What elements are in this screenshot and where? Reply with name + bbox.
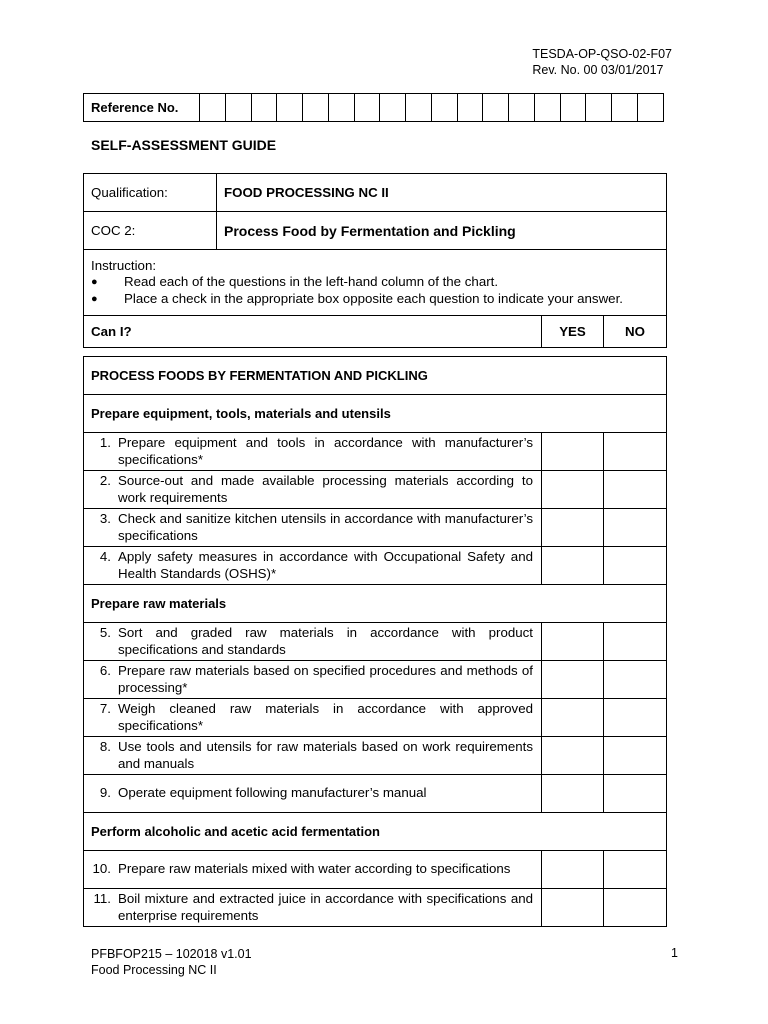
section-title: Prepare raw materials bbox=[84, 585, 667, 623]
table-row bbox=[84, 775, 667, 813]
question-number: 11. bbox=[93, 891, 111, 906]
table-row bbox=[84, 509, 667, 547]
no-header: NO bbox=[604, 316, 667, 348]
yes-checkbox[interactable] bbox=[542, 737, 604, 775]
yes-checkbox[interactable] bbox=[542, 509, 604, 547]
no-checkbox[interactable] bbox=[604, 889, 667, 927]
no-checkbox[interactable] bbox=[604, 851, 667, 889]
no-checkbox[interactable] bbox=[604, 775, 667, 813]
yes-checkbox[interactable] bbox=[542, 661, 604, 699]
no-checkbox[interactable] bbox=[604, 471, 667, 509]
instruction-item bbox=[91, 274, 666, 291]
question-number: 4. bbox=[99, 549, 111, 564]
section-title: Perform alcoholic and acetic acid fermentation bbox=[84, 813, 667, 851]
yes-header: YES bbox=[542, 316, 604, 348]
reference-box[interactable] bbox=[509, 94, 535, 122]
question-text: Sort and graded raw materials in accordance with product specifications and standards bbox=[118, 625, 533, 657]
footer-qualification: Food Processing NC II bbox=[91, 963, 217, 977]
question-number: 6. bbox=[99, 663, 111, 678]
table-row bbox=[84, 851, 667, 889]
table-row bbox=[84, 433, 667, 471]
reference-number-table bbox=[83, 93, 664, 122]
yes-checkbox[interactable] bbox=[542, 623, 604, 661]
question-number: 2. bbox=[99, 473, 111, 488]
reference-box[interactable] bbox=[612, 94, 638, 122]
reference-box[interactable] bbox=[638, 94, 664, 122]
reference-box[interactable] bbox=[534, 94, 560, 122]
question-text: Weigh cleaned raw materials in accordance with approved specifications* bbox=[118, 701, 533, 733]
no-checkbox[interactable] bbox=[604, 547, 667, 585]
question-number: 8. bbox=[99, 739, 111, 754]
question-text: Boil mixture and extracted juice in accordance with specifications and enterprise requirements bbox=[118, 891, 533, 923]
question-text: Prepare raw materials based on specified procedures and methods of processing* bbox=[118, 663, 533, 695]
footer-code: PFBFOP215 – 102018 v1.01 bbox=[91, 947, 252, 961]
no-checkbox[interactable] bbox=[604, 509, 667, 547]
question-number: 3. bbox=[99, 511, 111, 526]
reference-box[interactable] bbox=[406, 94, 432, 122]
no-checkbox[interactable] bbox=[604, 699, 667, 737]
page-number: 1 bbox=[671, 946, 678, 960]
reference-box[interactable] bbox=[457, 94, 483, 122]
bullet-icon: ● bbox=[91, 276, 98, 289]
qualification-table bbox=[83, 173, 667, 348]
reference-box[interactable] bbox=[251, 94, 277, 122]
reference-box[interactable] bbox=[303, 94, 329, 122]
question-number: 7. bbox=[99, 701, 111, 716]
reference-box[interactable] bbox=[354, 94, 380, 122]
coc-label: COC 2: bbox=[84, 212, 217, 250]
document-header bbox=[532, 46, 672, 78]
yes-checkbox[interactable] bbox=[542, 471, 604, 509]
yes-checkbox[interactable] bbox=[542, 547, 604, 585]
question-text: Prepare raw materials mixed with water according to specifications bbox=[118, 861, 511, 877]
instruction-cell bbox=[84, 250, 667, 316]
yes-checkbox[interactable] bbox=[542, 775, 604, 813]
coc-value: Process Food by Fermentation and Pickling bbox=[217, 212, 667, 250]
question-text: Prepare equipment and tools in accordance with manufacturer’s specifications* bbox=[118, 435, 533, 467]
table-row bbox=[84, 737, 667, 775]
table-row bbox=[84, 661, 667, 699]
reference-box[interactable] bbox=[225, 94, 251, 122]
reference-box[interactable] bbox=[431, 94, 457, 122]
no-checkbox[interactable] bbox=[604, 737, 667, 775]
no-checkbox[interactable] bbox=[604, 433, 667, 471]
table-row bbox=[84, 699, 667, 737]
instruction-item bbox=[91, 291, 666, 308]
section-title: Prepare equipment, tools, materials and utensils bbox=[84, 395, 667, 433]
no-checkbox[interactable] bbox=[604, 661, 667, 699]
question-number: 1. bbox=[99, 435, 111, 450]
reference-box[interactable] bbox=[380, 94, 406, 122]
question-number: 9. bbox=[99, 785, 111, 801]
yes-checkbox[interactable] bbox=[542, 889, 604, 927]
table-row bbox=[84, 889, 667, 927]
instruction-text: Place a check in the appropriate box opposite each question to indicate your answer. bbox=[124, 290, 623, 306]
instruction-label: Instruction: bbox=[91, 257, 157, 273]
revision-number: Rev. No. 00 03/01/2017 bbox=[532, 63, 664, 77]
table-row bbox=[84, 547, 667, 585]
reference-box[interactable] bbox=[586, 94, 612, 122]
table-row bbox=[84, 623, 667, 661]
question-text: Source-out and made available processing materials according to work requirements bbox=[118, 473, 533, 505]
doc-code: TESDA-OP-QSO-02-F07 bbox=[532, 47, 672, 61]
reference-box[interactable] bbox=[483, 94, 509, 122]
question-text: Operate equipment following manufacturer’s manual bbox=[118, 785, 427, 801]
question-text: Apply safety measures in accordance with Occupational Safety and Health Standards (OSHS)* bbox=[118, 549, 533, 581]
qualification-value: FOOD PROCESSING NC II bbox=[217, 174, 667, 212]
reference-box[interactable] bbox=[560, 94, 586, 122]
yes-checkbox[interactable] bbox=[542, 433, 604, 471]
can-i-label: Can I? bbox=[84, 316, 542, 348]
no-checkbox[interactable] bbox=[604, 623, 667, 661]
main-heading: PROCESS FOODS BY FERMENTATION AND PICKLING bbox=[84, 357, 667, 395]
reference-box[interactable] bbox=[328, 94, 354, 122]
reference-label: Reference No. bbox=[84, 94, 200, 122]
reference-box[interactable] bbox=[200, 94, 226, 122]
page-footer bbox=[91, 946, 252, 978]
qualification-label: Qualification: bbox=[84, 174, 217, 212]
yes-checkbox[interactable] bbox=[542, 699, 604, 737]
assessment-table bbox=[83, 356, 667, 927]
question-number: 5. bbox=[99, 625, 111, 640]
question-text: Check and sanitize kitchen utensils in accordance with manufacturer’s specifications bbox=[118, 511, 533, 543]
reference-box[interactable] bbox=[277, 94, 303, 122]
bullet-icon: ● bbox=[91, 292, 98, 305]
page-title: SELF-ASSESSMENT GUIDE bbox=[91, 137, 277, 153]
question-text: Use tools and utensils for raw materials based on work requirements and manuals bbox=[118, 739, 533, 771]
yes-checkbox[interactable] bbox=[542, 851, 604, 889]
instruction-text: Read each of the questions in the left-hand column of the chart. bbox=[124, 274, 499, 290]
question-number: 10. bbox=[92, 861, 111, 877]
table-row bbox=[84, 471, 667, 509]
